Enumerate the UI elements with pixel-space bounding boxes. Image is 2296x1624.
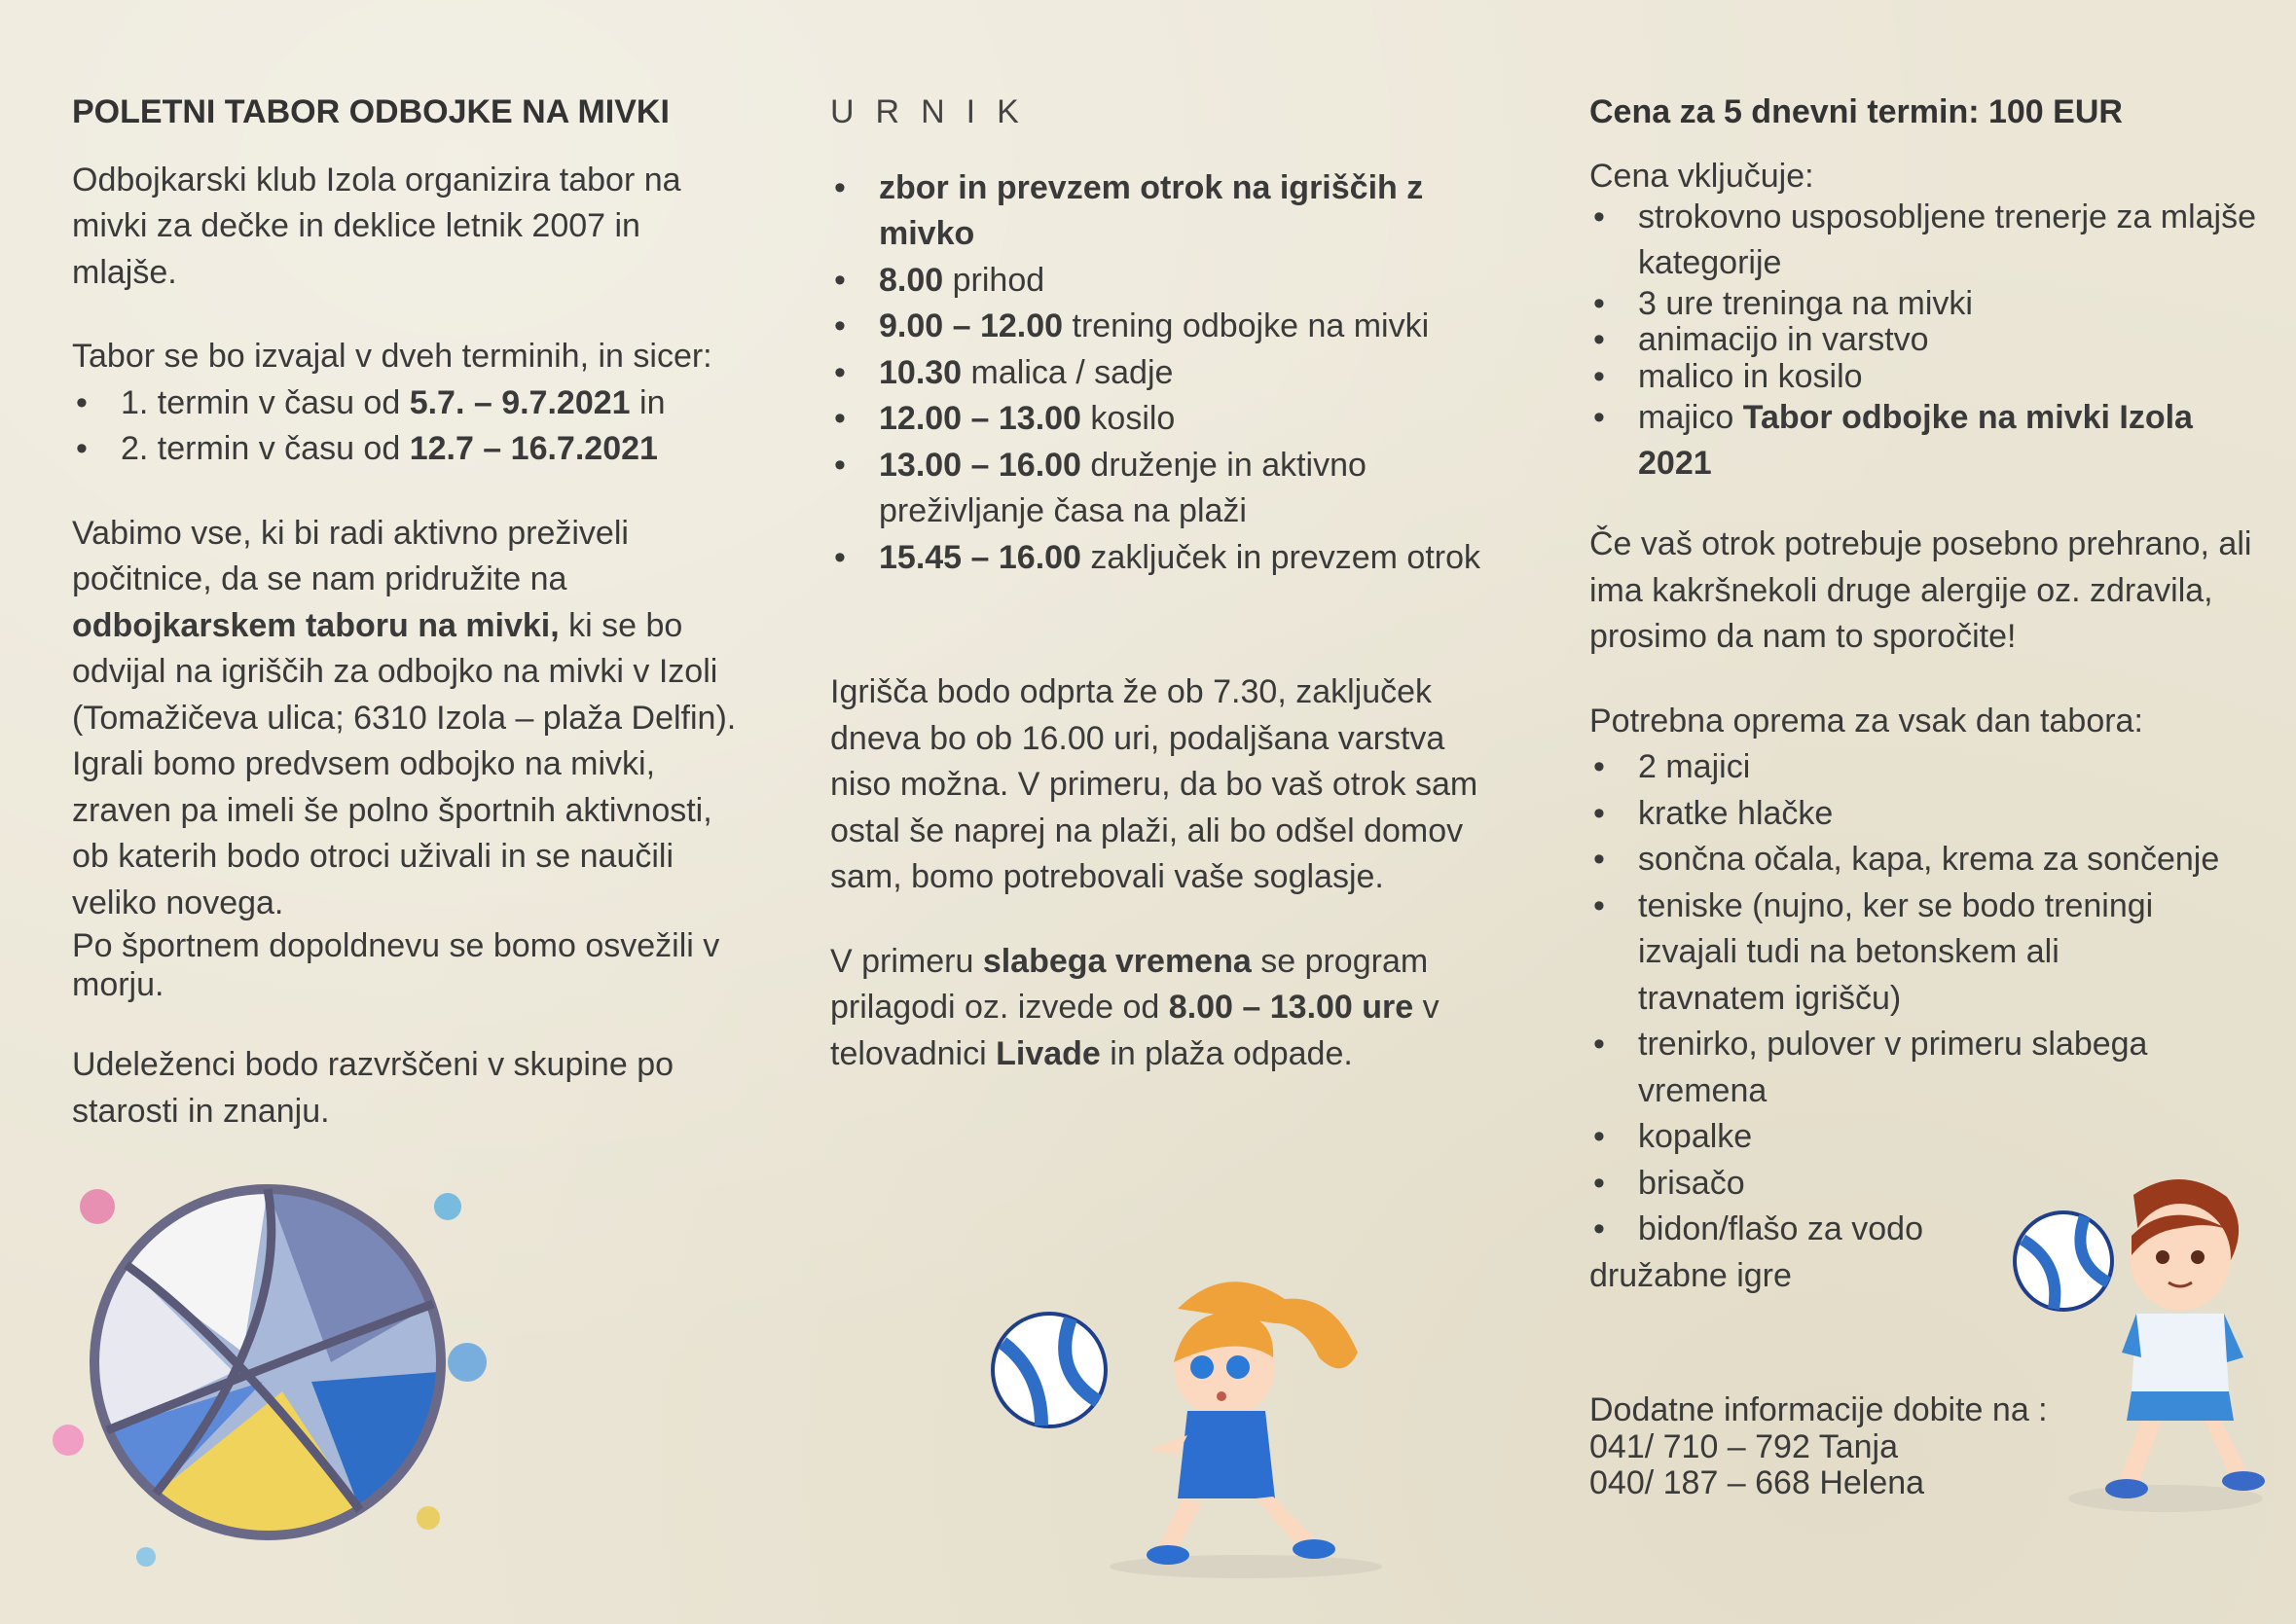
intro-paragraph: Odbojkarski klub Izola organizira tabor na mivki za dečke in deklice letnik 2007 in mlajše.	[72, 161, 681, 291]
contact-lead: Dodatne informacije dobite na :	[1589, 1391, 2048, 1428]
list-item: • 9.00 – 12.00 trening odbojke na mivki	[830, 304, 1512, 350]
refresh-paragraph: Po športnem dopoldnevu se bomo osvežili v morju.	[72, 927, 720, 1003]
list-item: • malico in kosilo	[1589, 359, 2271, 396]
volleyball-icon	[993, 1314, 1106, 1426]
terms-list	[72, 380, 753, 473]
includes-list	[1589, 195, 2271, 487]
list-item: • 10.30 malica / sadje	[830, 350, 1512, 397]
list-item: • kopalke	[1589, 1114, 2271, 1161]
column-schedule	[830, 90, 1512, 1115]
info-paragraph: Igrišča bodo odprta že ob 7.30, zaključek dneva bo ob 16.00 uri, podaljšana varstva niso možna. V primeru, da bo vaš otrok sam ostal še naprej na plaži, ali bo odšel domov sam, bomo potrebovali vaše soglasje.	[830, 673, 1478, 895]
column-intro	[72, 90, 753, 1173]
list-item: • teniske (nujno, ker se bodo treningi izvajali tudi na betonskem ali travnatem igrišču)	[1589, 884, 2271, 1023]
list-item: • 2 majici	[1589, 744, 2271, 791]
price-title: Cena za 5 dnevni termin: 100 EUR	[1589, 93, 2123, 130]
includes-lead: Cena vključuje:	[1589, 157, 1814, 195]
list-item: • 13.00 – 16.00 druženje in aktivno preživljanje časa na plaži	[830, 443, 1512, 535]
list-item: • majico Tabor odbojke na mivki Izola 2021	[1589, 395, 2271, 487]
list-item: • brisačo	[1589, 1161, 2271, 1208]
list-item: • 2. termin v času od 12.7 – 16.7.2021	[72, 426, 753, 473]
boy-volleyball-player-illustration	[2005, 1168, 2268, 1528]
invite-paragraph: Vabimo vse, ki bi radi aktivno preživeli počitnice, da se nam pridružite na odbojkarskem taboru na mivki, ki se bo odvijal na igriščih za odbojko na mivki v Izoli (Tomažičeva ulica; 6310 Izola – plaža Delfin). Igrali bomo predvsem odbojko na mivki, zraven pa imeli še polno športnih aktivnosti, ob katerih bodo otroci uživali in se naučili veliko novega.	[72, 514, 737, 921]
list-item: • trenirko, pulover v primeru slabega vremena	[1589, 1022, 2271, 1114]
schedule-list	[830, 165, 1512, 582]
list-item: • 3 ure treninga na mivki	[1589, 286, 2271, 323]
list-item: • kratke hlačke	[1589, 791, 2271, 838]
list-item: • 12.00 – 13.00 kosilo	[830, 396, 1512, 443]
list-item: • strokovno usposobljene trenerje za mlajše kategorije	[1589, 195, 2271, 286]
list-item: • zbor in prevzem otrok na igriščih z mivko	[830, 165, 1512, 258]
groups-paragraph: Udeleženci bodo razvrščeni v skupine po starosti in znanju.	[72, 1046, 674, 1130]
list-item: • 1. termin v času od 5.7. – 9.7.2021 in	[72, 380, 753, 427]
equipment-lead: Potrebna oprema za vsak dan tabora:	[1589, 702, 2143, 740]
list-item: • 8.00 prihod	[830, 258, 1512, 305]
list-item: • bidon/flašo za vodo	[1589, 1207, 2271, 1253]
contact-phone-1: 041/ 710 – 792 Tanja	[1589, 1427, 1898, 1465]
volleyball-icon	[2015, 1212, 2112, 1310]
schedule-title: URNIK	[830, 93, 1040, 130]
painted-volleyball-illustration	[39, 1148, 496, 1576]
diet-paragraph: Če vaš otrok potrebuje posebno prehrano, ali ima kakršnekoli druge alergije oz. zdravila, prosimo da nam to sporočite!	[1589, 525, 2252, 655]
list-item: • animacijo in varstvo	[1589, 322, 2271, 359]
contact-phone-2: 040/ 187 – 668 Helena	[1589, 1464, 1925, 1501]
games-line: družabne igre	[1589, 1256, 1792, 1294]
list-item: • 15.45 – 16.00 zaključek in prevzem otrok	[830, 535, 1512, 582]
list-item: • sončna očala, kapa, krema za sončenje	[1589, 837, 2271, 884]
page-title: POLETNI TABOR ODBOJKE NA MIVKI	[72, 93, 670, 130]
girl-volleyball-player-illustration	[983, 1265, 1392, 1586]
weather-paragraph: V primeru slabega vremena se program prilagodi oz. izvede od 8.00 – 13.00 ure v telovadnici Livade in plaža odpade.	[830, 942, 1440, 1072]
terms-lead: Tabor se bo izvajal v dveh terminih, in sicer:	[72, 338, 712, 375]
